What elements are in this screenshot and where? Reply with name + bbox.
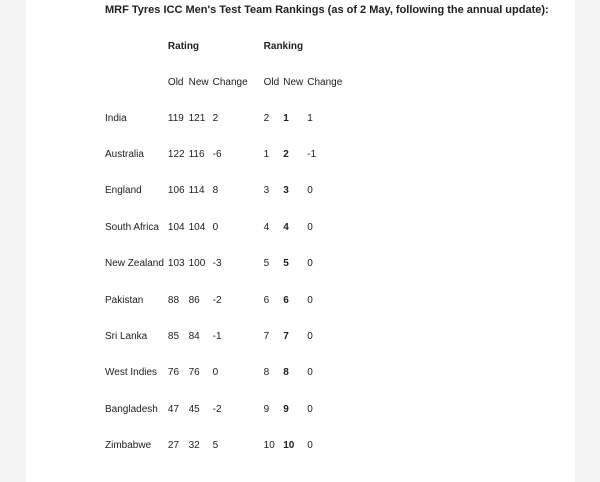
row-gap [250, 246, 262, 282]
rank-old: 7 [263, 331, 270, 343]
row-gap [250, 100, 262, 136]
rank-new: 8 [283, 367, 289, 379]
rank-change: 1 [307, 112, 313, 124]
rating-change: 0 [212, 221, 219, 233]
rank-change: 0 [307, 367, 313, 379]
rank-new-header: New [283, 76, 304, 88]
rating-new: 45 [188, 403, 200, 415]
team-name: England [105, 185, 142, 197]
table-row [105, 136, 344, 172]
table-row [105, 100, 344, 136]
rating-old: 27 [167, 440, 180, 452]
rating-new: 84 [188, 331, 200, 343]
rating-new: 86 [188, 294, 200, 306]
rank-old: 2 [263, 112, 270, 124]
rank-change: -1 [307, 149, 317, 161]
table-row [105, 173, 344, 209]
rating-new: 76 [188, 367, 200, 379]
rank-new: 1 [283, 112, 289, 124]
rating-change: -6 [212, 149, 222, 161]
team-header-empty [105, 28, 166, 64]
rank-new: 7 [283, 331, 289, 343]
rating-old: 119 [167, 112, 184, 124]
rank-change-header: Change [307, 76, 343, 88]
row-gap [250, 391, 262, 427]
row-gap [250, 173, 262, 209]
rank-old: 1 [263, 149, 270, 161]
rank-old: 5 [263, 258, 270, 270]
rank-change: 0 [307, 440, 313, 452]
rating-old: 76 [167, 367, 180, 379]
sub-header-row [105, 64, 344, 100]
row-gap [250, 282, 262, 318]
rating-change: 8 [212, 185, 219, 197]
rank-change: 0 [307, 221, 313, 233]
rating-old: 47 [167, 403, 180, 415]
rank-old: 6 [263, 294, 270, 306]
table-row [105, 246, 344, 282]
rank-new: 10 [283, 440, 295, 452]
rating-new: 121 [188, 112, 206, 124]
team-name: Bangladesh [105, 403, 158, 415]
row-gap [250, 318, 262, 354]
team-name: Australia [105, 149, 144, 161]
table-row [105, 428, 344, 464]
rank-old: 3 [263, 185, 270, 197]
header-gap [250, 28, 262, 64]
table-row [105, 391, 344, 427]
rank-old: 8 [263, 367, 270, 379]
rating-change: 5 [212, 440, 219, 452]
rank-old: 10 [263, 440, 275, 452]
team-subheader-empty [105, 64, 166, 100]
subheader-gap [250, 64, 262, 100]
rating-old: 122 [167, 149, 185, 161]
rating-old: 85 [167, 331, 180, 343]
rating-old-header: Old [167, 76, 184, 88]
rating-new: 104 [188, 221, 206, 233]
rating-old: 103 [167, 258, 185, 270]
team-name: South Africa [105, 221, 159, 233]
rating-change-header: Change [212, 76, 248, 88]
rank-change: 0 [307, 294, 313, 306]
rating-new-header: New [188, 76, 209, 88]
rank-new: 6 [283, 294, 289, 306]
rating-old: 106 [167, 185, 185, 197]
rank-new: 9 [283, 403, 289, 415]
group-header-row [105, 28, 344, 64]
rank-old: 9 [263, 403, 270, 415]
rating-old: 104 [167, 221, 185, 233]
ranking-header: Ranking [263, 40, 304, 52]
team-name: Sri Lanka [105, 331, 148, 343]
rank-old: 4 [263, 221, 270, 233]
row-gap [250, 355, 262, 391]
rating-new: 116 [188, 149, 205, 161]
rank-new: 4 [283, 221, 289, 233]
rating-header: Rating [167, 40, 200, 52]
team-name: Pakistan [105, 294, 144, 306]
team-name: New Zealand [105, 258, 164, 270]
rating-change: -2 [212, 403, 222, 415]
team-name: India [105, 112, 127, 124]
table-row [105, 209, 344, 245]
table-caption: MRF Tyres ICC Men's Test Team Rankings (as of 2 May, following the annual update): [105, 4, 549, 16]
rank-change: 0 [307, 403, 313, 415]
team-name: Zimbabwe [105, 440, 152, 452]
rank-old-header: Old [263, 76, 280, 88]
table-row [105, 318, 344, 354]
rank-new: 3 [283, 185, 289, 197]
rating-change: 2 [212, 112, 219, 124]
rating-new: 100 [188, 258, 206, 270]
rank-change: 0 [307, 258, 313, 270]
row-gap [250, 428, 262, 464]
rating-new: 114 [188, 185, 205, 197]
rating-change: -2 [212, 294, 222, 306]
team-name: West Indies [105, 367, 158, 379]
rank-change: 0 [307, 331, 313, 343]
rankings-body [105, 100, 344, 464]
rating-change: -3 [212, 258, 222, 270]
rank-new: 5 [283, 258, 289, 270]
document-page [26, 0, 575, 482]
rankings-table [105, 28, 344, 464]
rating-old: 88 [167, 294, 180, 306]
rating-change: 0 [212, 367, 219, 379]
rating-change: -1 [212, 331, 222, 343]
table-row [105, 355, 344, 391]
rating-new: 32 [188, 440, 200, 452]
rank-change: 0 [307, 185, 313, 197]
row-gap [250, 209, 262, 245]
rank-new: 2 [283, 149, 289, 161]
table-row [105, 282, 344, 318]
row-gap [250, 136, 262, 172]
